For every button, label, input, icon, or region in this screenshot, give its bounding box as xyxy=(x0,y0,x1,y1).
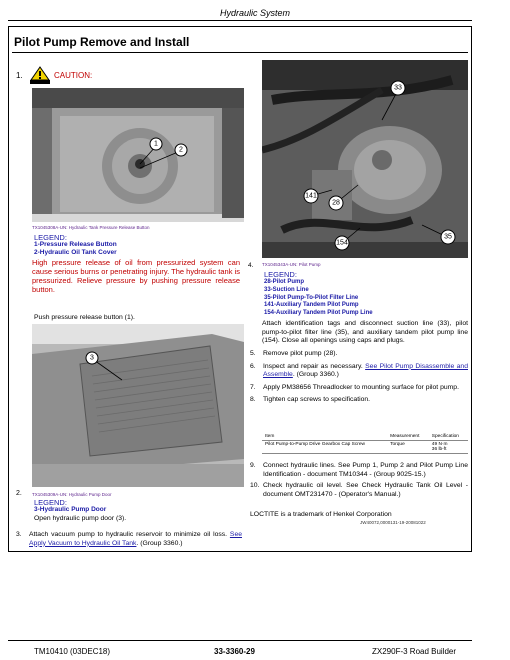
step-8-number: 8. xyxy=(250,396,256,403)
step-4-text: Attach identification tags and disconnect suction line (33), pilot pump-to-pilot filter line (35), and auxiliary tandem pilot pump line (154). Close all openings using caps and plugs. xyxy=(262,320,468,344)
open-door-instruction: Open hydraulic pump door (3). xyxy=(34,515,127,522)
callout-154: 154 xyxy=(336,239,348,247)
step-8-text: Tighten cap screws to specification. xyxy=(263,396,371,403)
spec-cell-item: Pilot Pump-to-Pump Drive Gearbox Cap Screw xyxy=(262,441,387,454)
steps-9-10 xyxy=(250,462,468,499)
step-8 xyxy=(250,396,468,405)
step-3-text xyxy=(29,531,242,548)
callout-28: 28 xyxy=(332,199,340,207)
callout-1: 1 xyxy=(154,140,158,148)
callout-35: 35 xyxy=(444,233,452,241)
step-3-suffix: . (Group 3360.) xyxy=(136,539,183,547)
push-instruction: Push pressure release button (1). xyxy=(34,314,135,321)
step-3-number: 3. xyxy=(16,531,22,538)
figure-2-id: TX1045309A-UN: Hydraulic Pump Door xyxy=(32,492,112,497)
footer-model: ZX290F-3 Road Builder xyxy=(372,647,457,656)
callout-2: 2 xyxy=(179,146,183,154)
step-10-text: Check hydraulic oil level. See Check Hydraulic Tank Oil Level - document OMT231470 - (Operator's Manual.) xyxy=(263,482,468,498)
step-6-body: Inspect and repair as necessary. xyxy=(263,362,363,370)
caution-icon xyxy=(30,66,50,84)
step-3-body: Attach vacuum pump to hydraulic reservoir to minimize oil loss. xyxy=(29,531,228,538)
step-7-number: 7. xyxy=(250,383,256,391)
step-5 xyxy=(250,350,468,359)
legend-3-item: 33-Suction Line xyxy=(264,286,309,293)
page-title: Pilot Pump Remove and Install xyxy=(14,35,190,49)
header-rule xyxy=(8,20,472,21)
legend-1-title: LEGEND: xyxy=(34,233,67,242)
legend-2-title: LEGEND: xyxy=(34,498,67,507)
step-4-number: 4. xyxy=(248,262,254,269)
legend-1-item: 1-Pressure Release Button xyxy=(34,241,117,248)
step-3 xyxy=(16,531,242,548)
step-10-number: 10. xyxy=(250,482,260,489)
spec-cell-measurement: Torque xyxy=(387,441,429,454)
legend-3-item: 154-Auxiliary Tandem Pilot Pump Line xyxy=(264,310,373,317)
figure-hydraulic-tank-photo xyxy=(32,88,244,222)
step-5-text: Remove pilot pump (28). xyxy=(263,350,338,357)
callout-3: 3 xyxy=(90,354,94,362)
section-header: Hydraulic System xyxy=(219,8,291,18)
spec-cell-specification: 49 N·m 36 lb-ft xyxy=(429,441,468,454)
document-code: JW40072,0000131-19-20081022 xyxy=(360,520,426,525)
pilot-pump-disassemble-link[interactable]: See Pilot Pump Disassemble and Assemble xyxy=(263,362,468,378)
legend-3-item: 28-Pilot Pump xyxy=(264,279,305,285)
legend-3-title: LEGEND: xyxy=(264,270,297,279)
step-10 xyxy=(250,482,468,499)
title-rule xyxy=(12,52,468,53)
step-6 xyxy=(250,363,468,380)
step-6-text xyxy=(263,363,468,380)
spec-table-header-row xyxy=(262,433,468,441)
step-1-number: 1. xyxy=(16,70,23,80)
step-9 xyxy=(250,462,468,479)
caution-row xyxy=(16,66,92,84)
caution-label: CAUTION: xyxy=(54,70,93,80)
table-row xyxy=(262,441,468,454)
pressure-warning: High pressure release of oil from pressurized system can cause serious burns or penetrating injury. The hydraulic tank is pressurized. Relieve pressure by pushing pressure release button. xyxy=(32,258,240,294)
spec-header-specification: Specification xyxy=(429,433,468,441)
footer-page-number: 33-3360-29 xyxy=(214,647,255,656)
legend-3-list xyxy=(264,279,373,318)
step-9-text: Connect hydraulic lines. See Pump 1, Pump 2 and Pilot Pump Line Identification - document TM10344 - (Group 9025-15.) xyxy=(263,462,468,478)
trademark-note: LOCTITE is a trademark of Henkel Corporation xyxy=(250,511,392,518)
spec-header-item: Item xyxy=(262,433,387,441)
figure-hydraulic-pump-door-photo xyxy=(32,324,244,487)
legend-3-item: 141-Auxiliary Tandem Pilot Pump xyxy=(264,302,359,309)
step-6-suffix: . (Group 3360.) xyxy=(292,371,339,378)
legend-3-item: 35-Pilot Pump-To-Pilot Filter Line xyxy=(264,294,359,301)
steps-5-8 xyxy=(250,350,468,405)
spec-header-measurement: Measurement xyxy=(387,433,429,441)
step-2-number: 2. xyxy=(16,490,22,497)
step-5-number: 5. xyxy=(250,350,256,357)
footer-rule xyxy=(8,640,472,641)
spec-table xyxy=(262,433,468,454)
step-7 xyxy=(250,384,468,393)
legend-1-item: 2-Hydraulic Oil Tank Cover xyxy=(34,249,117,256)
footer-doc-id: TM10410 (03DEC18) xyxy=(34,647,111,656)
legend-2-item: 3-Hydraulic Pump Door xyxy=(34,506,107,513)
callout-33: 33 xyxy=(394,84,402,92)
step-7-text: Apply PM38656 Threadlocker to mounting surface for pilot pump. xyxy=(263,383,459,391)
figure-1-id: TX1045308A-UN: Hydraulic Tank Pressure Release Button xyxy=(32,225,150,230)
figure-pilot-pump-photo xyxy=(262,60,468,258)
apply-vacuum-link[interactable]: See Apply Vacuum to Hydraulic Oil Tank xyxy=(29,531,242,547)
step-6-number: 6. xyxy=(250,362,256,370)
step-9-number: 9. xyxy=(250,462,256,469)
callout-141: 141 xyxy=(305,192,317,200)
figure-3-id: TX1045343A-UN: Pilot Pump xyxy=(262,262,321,267)
